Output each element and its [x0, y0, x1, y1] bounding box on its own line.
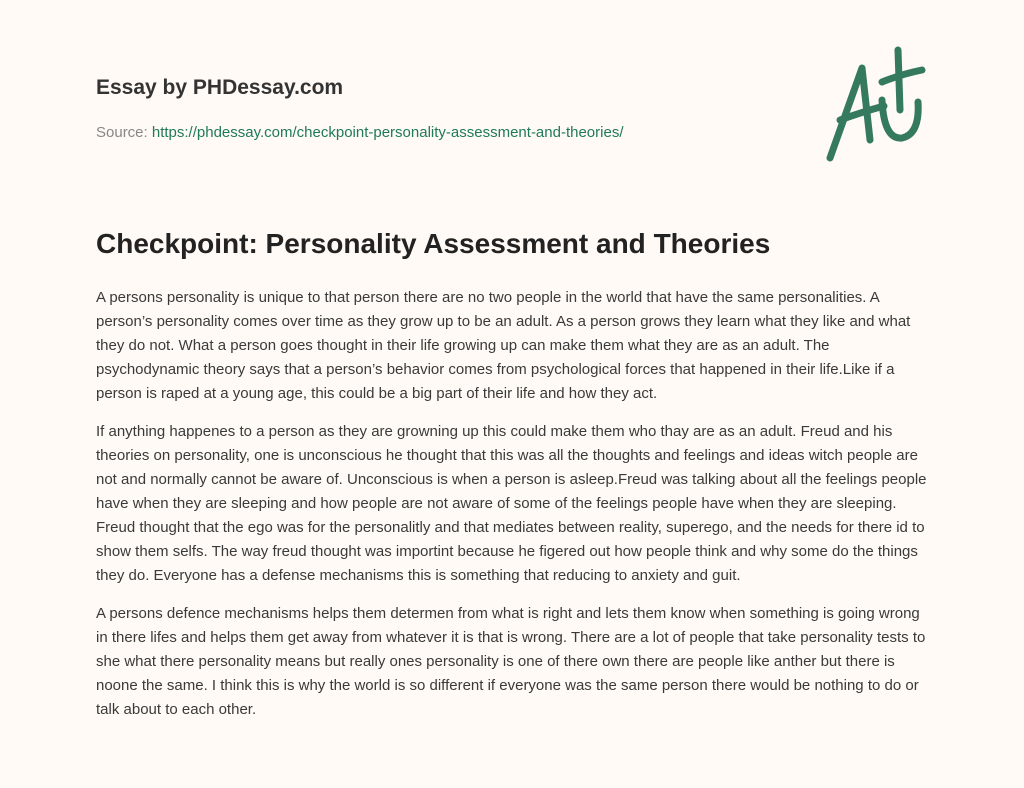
source-label: Source:	[96, 124, 148, 141]
a-plus-logo-icon	[822, 40, 932, 165]
paragraph: A persons defence mechanisms helps them determen from what is right and lets them know when something is going wrong in there lifes and helps them get away from whatever it is that is wrong. There are a lot of people that take personality tests to she what there personality means but really ones personality is one of there own there are people like anther but there is noone the same. I think this is why the world is so different if everyone was the same person there would be nothing to do or talk about to each other.	[96, 605, 926, 718]
source-line	[96, 124, 624, 141]
source-link[interactable]: https://phdessay.com/checkpoint-personality-assessment-and-theories/	[151, 124, 624, 141]
site-brand: Essay by PHDessay.com	[96, 76, 344, 99]
paragraph: If anything happenes to a person as they are growning up this could make them who thay are as an adult. Freud and his theories on personality, one is unconscious he thought that this was all the thoughts and feelings and ideas witch people are not and normally cannot be aware of. Unconscious is when a person is asleep.Freud was talking about all the feelings people have when they are sleeping and how people are not aware of some of the feelings people have when they are sleeping. Freud thought that the ego was for the personalitly and that mediates between reality, superego, and the needs for there id to show them selfs. The way freud thought was importint because he figered out how people think and why some do the things they do. Everyone has a defense mechanisms this is something that reducing to anxiety and guit.	[96, 423, 927, 584]
article-title: Checkpoint: Personality Assessment and Theories	[96, 228, 771, 259]
article-body	[96, 286, 932, 736]
paragraph: A persons personality is unique to that person there are no two people in the world that have the same personalities. A person’s personality comes over time as they grow up to be an adult. As a person grows they learn what they like and what they do not. What a person goes thought in their life growing up can make them what they are as an adult. The psychodynamic theory says that a person’s behavior comes from psychological forces that happened in their life.Like if a person is raped at a young age, this could be a big part of their life and how they act.	[96, 289, 911, 402]
